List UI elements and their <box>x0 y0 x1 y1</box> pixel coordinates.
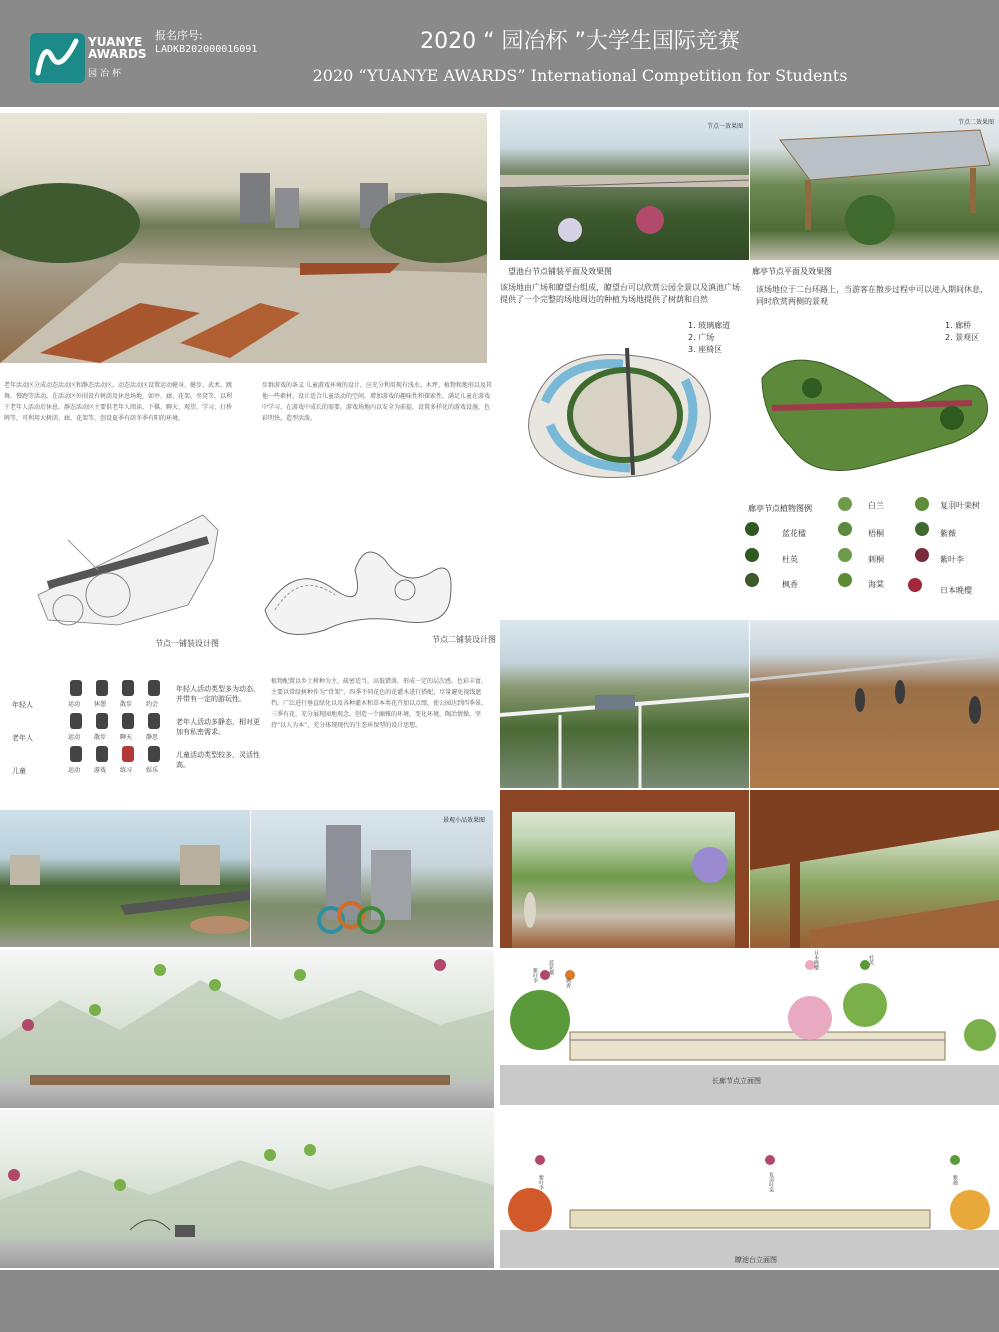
child-activity-label: 运动 <box>68 767 81 774</box>
user-child-label: 儿童 <box>12 767 26 775</box>
user-young-label: 年轻人 <box>12 701 33 709</box>
section-tag: 紫叶李 <box>538 1175 544 1190</box>
elder-activity-label: 运动 <box>68 734 81 741</box>
child-activity-label: 游戏 <box>94 767 107 774</box>
mini-landscape-render <box>251 810 493 947</box>
plant-legend-label: 紫薇 <box>940 529 956 538</box>
plant-sweetgum-icon <box>745 573 759 587</box>
yuanye-logo <box>30 33 85 83</box>
play-icon <box>148 746 160 762</box>
child-note-2: 高。 <box>176 761 190 769</box>
plant-purple-plum-icon <box>915 548 929 562</box>
node2-list-item: 1. 廊桥 <box>945 321 972 330</box>
young-activity-label: 约会 <box>146 701 159 708</box>
young-note-2: 并带有一定的游玩性。 <box>176 695 246 703</box>
registration-number: LADKB202000016091 <box>155 44 258 55</box>
planting-note: 植物配置以乡土树种为主，疏密适当，高低错落，形成一定的层次感。色彩丰富，主要以常绿树种作为“骨架”，四季不同花色的花灌木进行搭配，尽量避免视线遮挡。广泛进行垂直绿化以及各种灌木和草本类花卉加以点缀，使公园达到四季景、三季有花、充分展现园地观念。创造一个幽雅的环境，变化环境，陶冶情操，坚持“以人为本”，充分体现现代的生态环保型的设计思想。 <box>271 678 488 729</box>
elder-activity-label: 聊天 <box>120 734 133 741</box>
logo-cn-text: 园冶杯 <box>88 69 125 79</box>
young-note-1: 年轻人活动类型多为动态， <box>176 685 260 693</box>
rest-icon <box>96 680 108 696</box>
node2-plan <box>752 348 992 478</box>
plant-crape-myrtle-icon <box>915 522 929 536</box>
node1-list-item: 3. 座椅区 <box>688 345 723 354</box>
bicycle-icon <box>122 746 134 762</box>
title-english: 2020 “YUANYE AWARDS” International Competition for Students <box>312 66 848 85</box>
node2-title: 廊亭节点平面及效果图 <box>752 267 832 276</box>
section-elevation-2 <box>0 1110 494 1268</box>
long-corridor-elevation-caption: 长廊节点立面图 <box>712 1077 761 1085</box>
elder-note-2: 加有私密需求。 <box>176 728 225 736</box>
plant-legend-label: 日本晚樱 <box>940 586 972 595</box>
node1-effect-caption: 节点一效果图 <box>707 123 744 130</box>
registration-label: 报名序号: <box>155 29 203 42</box>
node1-list-item: 1. 玻璃廊道 <box>688 321 731 330</box>
plant-legend-label: 梧桐 <box>868 529 884 538</box>
plant-legend-label: 复羽叶栾树 <box>940 501 980 510</box>
plant-legend-label: 蓝花楹 <box>782 529 806 538</box>
intro-text-left: 老年活动区分成动态活动区和静态活动区。动态活动区设置运动健身、健步、武术、跳舞、慢跑等活动。在活动区外围设有树荫及休息场地，如亭、廊、花架、坐凳等，以利于老年人活动后休息。静态活动区主要供老年人阅读、下棋、聊天、观望、学习、打桥牌等，可利用大树荫、廊、花架等，创设夏季有荫冬季有阳的环境。 <box>4 382 233 422</box>
paving-plan-2 <box>255 530 495 645</box>
exercise-icon <box>70 713 82 729</box>
mini-landscape-caption: 景观小品效果图 <box>443 817 486 824</box>
footer-band <box>0 1270 999 1332</box>
paving-plan-2-caption: 节点二铺装设计图 <box>432 635 496 644</box>
section-tag: 紫薇 <box>952 1175 958 1185</box>
plant-sakura-icon <box>908 578 922 592</box>
plant-legend-label: 枫香 <box>782 580 798 589</box>
meditate-icon <box>148 713 160 729</box>
section-tag: 复羽叶栾 <box>768 1172 774 1192</box>
plant-legend-label: 刺桐 <box>868 555 884 564</box>
game-icon <box>96 746 108 762</box>
node1-effect-render <box>500 110 749 260</box>
runner-icon <box>70 680 82 696</box>
child-note-1: 儿童活动类型较多，灵活性 <box>176 751 260 759</box>
plant-legend-label: 紫叶李 <box>940 555 964 564</box>
node2-list-item: 2. 景观区 <box>945 333 980 342</box>
walk-icon <box>122 680 134 696</box>
young-activity-label: 休憩 <box>94 701 107 708</box>
plant-legend-label: 白兰 <box>868 501 884 510</box>
plant-elaeocarpus-icon <box>745 548 759 562</box>
wood-deck-render <box>750 620 999 788</box>
plant-jacaranda-icon <box>745 522 759 536</box>
node1-list-item: 2. 广场 <box>688 333 715 342</box>
pavilion-interior-render <box>500 790 749 948</box>
section-tag: 蓝花楹 <box>548 960 554 975</box>
intro-text-right: 步群游戏的条义 儿童游戏环境的设计，应充分利用现有浅水、木坪、植物和地形以及其他一些素材。设计适合儿童活动的空间，增加游戏的趣味性和探索性，满足儿童在游戏中学习、在游戏中成长的需要。游戏场地内以安全为前提，设置多样化的游戏设施，色彩明快，造型活泼。 <box>262 382 492 422</box>
chat-icon <box>122 713 134 729</box>
node2-effect-render <box>750 110 999 260</box>
plant-legend-title: 廊亭节点植物图例 <box>748 504 812 513</box>
plant-parasol-icon <box>838 522 852 536</box>
young-activity-label: 运动 <box>68 701 81 708</box>
node2-list <box>945 320 979 344</box>
elder-activity-label: 静思 <box>146 734 159 741</box>
paving-plan-1 <box>8 500 238 635</box>
paving-plan-1-caption: 节点一铺装设计图 <box>155 639 219 648</box>
plaza-aerial-render <box>0 113 487 363</box>
plant-legend-label: 海棠 <box>868 580 884 589</box>
child-activity-label: 练习 <box>120 767 133 774</box>
elder-activity-label: 散步 <box>94 734 107 741</box>
section-elevation-1 <box>0 950 494 1108</box>
plant-begonia-icon <box>838 573 852 587</box>
node1-title: 望池台节点铺装平面及效果图 <box>508 267 612 276</box>
section-tag: 杜英 <box>868 955 874 965</box>
glass-corridor-render <box>500 620 749 788</box>
section-tag: 日本晚樱 <box>813 950 819 970</box>
plant-erythrina-icon <box>838 548 852 562</box>
lookout-platform-elevation <box>500 1110 999 1268</box>
section-tag: 紫叶李 <box>532 968 538 983</box>
logo-wordmark: YUANYE AWARDS <box>88 35 147 61</box>
date-icon <box>148 680 160 696</box>
sport-icon <box>70 746 82 762</box>
section-tag: 枫香 <box>565 978 571 988</box>
child-activity-label: 娱乐 <box>146 767 159 774</box>
walk-icon <box>96 713 108 729</box>
corridor-interior-render <box>750 790 999 948</box>
plant-legend-label: 杜英 <box>782 555 798 564</box>
node1-description: 该场地由广场和瞭望台组成，瞭望台可以欣赏公园全景以及滇池广场提供了一个完整的场地周边的种植为场地提供了树荫和自然 <box>500 283 740 304</box>
plant-white-orchid-icon <box>838 497 852 511</box>
title-chinese: 2020 “ 园冶杯 ”大学生国际竞赛 <box>420 29 740 54</box>
user-elder-label: 老年人 <box>12 734 33 742</box>
park-bridge-render <box>0 810 250 947</box>
elder-note-1: 老年人活动多静态，相对更 <box>176 718 260 726</box>
node1-paving-plan <box>515 340 720 485</box>
node2-effect-caption: 节点二效果图 <box>958 119 995 126</box>
node2-description: 该场地位于二台环路上，当游客在散步过程中可以进入期间休息，同时欣赏两侧的景观 <box>756 285 988 306</box>
plant-goldenrain-icon <box>915 497 929 511</box>
lookout-platform-elevation-caption: 瞭池台立面图 <box>735 1256 777 1264</box>
young-activity-label: 散步 <box>120 701 133 708</box>
